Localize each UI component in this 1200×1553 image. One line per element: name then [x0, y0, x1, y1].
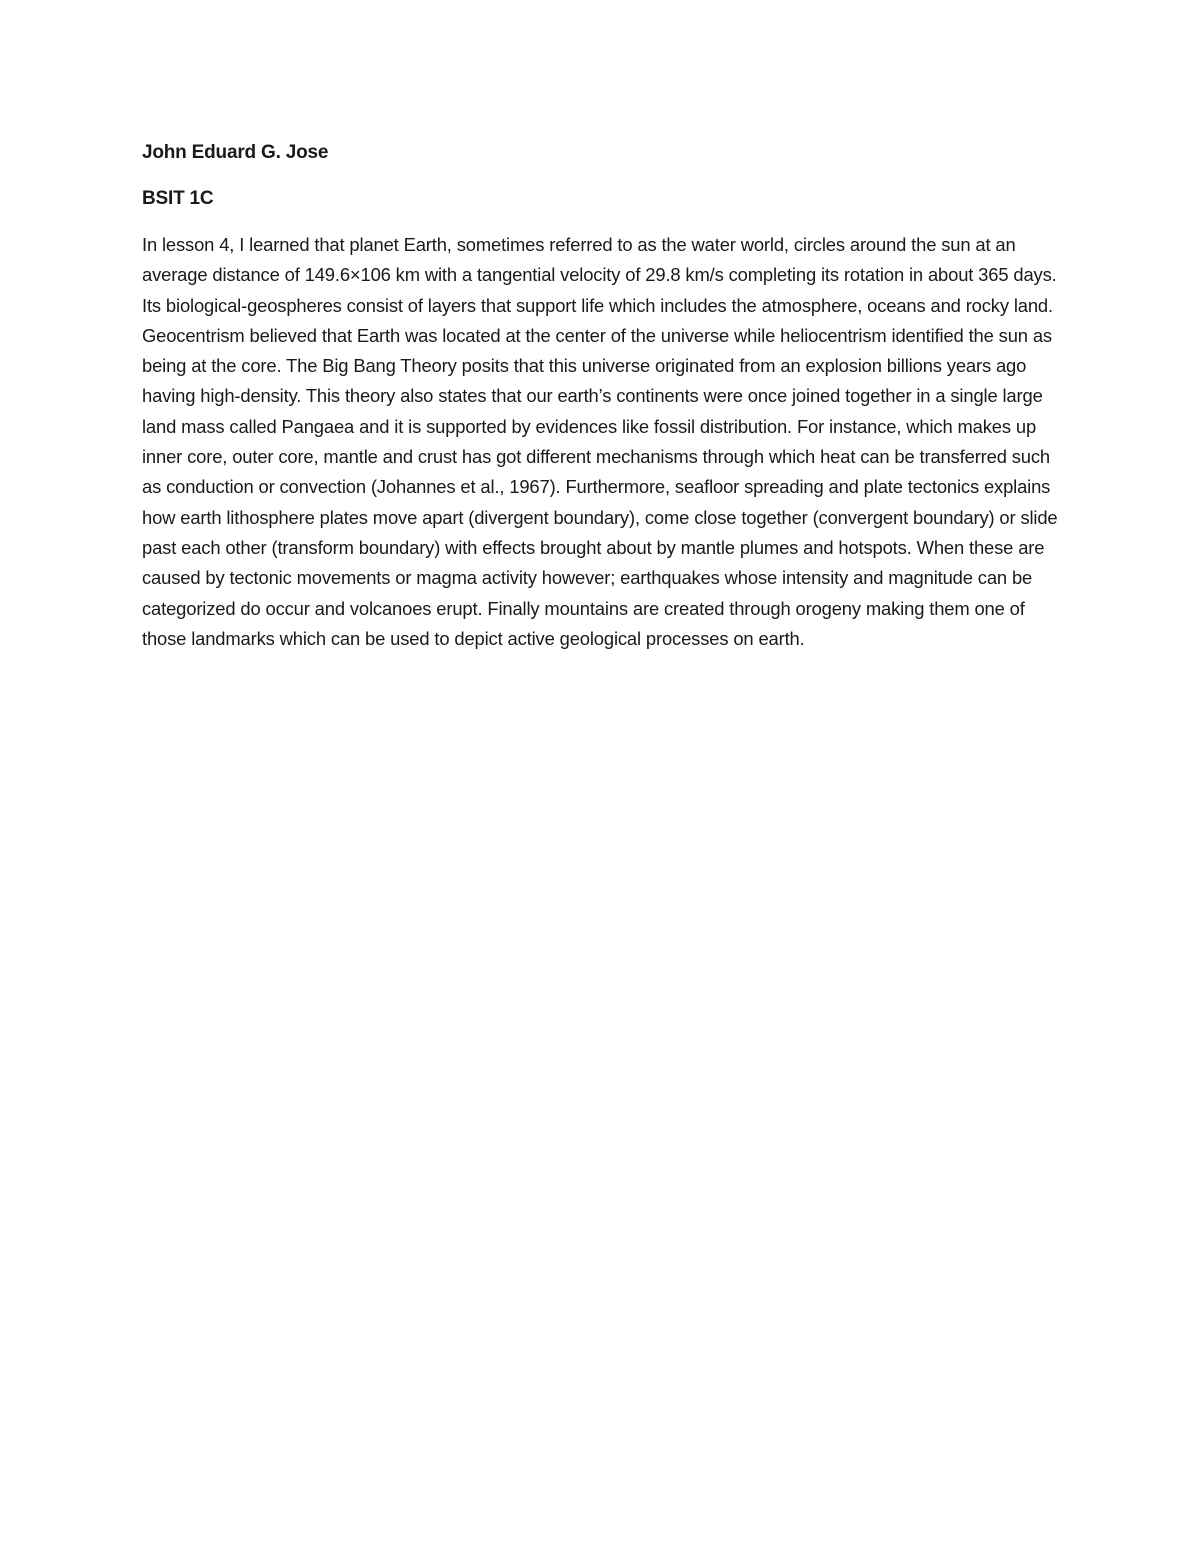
author-name: John Eduard G. Jose	[142, 142, 329, 163]
document-content	[142, 138, 1064, 654]
section-code: BSIT 1C	[142, 188, 214, 209]
body-paragraph: In lesson 4, I learned that planet Earth, sometimes referred to as the water world, circles around the sun at an average distance of 149.6×106 km with a tangential velocity of 29.8 km/s completing its rotation in about 365 days. Its biological-geospheres consist of layers that support life which includes the atmosphere, oceans and rocky land. Geocentrism believed that Earth was located at the center of the universe while heliocentrism identified the sun as being at the core. The Big Bang Theory posits that this universe originated from an explosion billions years ago having high-density. This theory also states that our earth’s continents were once joined together in a single large land mass called Pangaea and it is supported by evidences like fossil distribution. For instance, which makes up inner core, outer core, mantle and crust has got different mechanisms through which heat can be transferred such as conduction or convection (Johannes et al., 1967). Furthermore, seafloor spreading and plate tectonics explains how earth lithosphere plates move apart (divergent boundary), come close together (convergent boundary) or slide past each other (transform boundary) with effects brought about by mantle plumes and hotspots. When these are caused by tectonic movements or magma activity however; earthquakes whose intensity and magnitude can be categorized do occur and volcanoes erupt. Finally mountains are created through orogeny making them one of those landmarks which can be used to depict active geological processes on earth.	[142, 234, 1058, 649]
